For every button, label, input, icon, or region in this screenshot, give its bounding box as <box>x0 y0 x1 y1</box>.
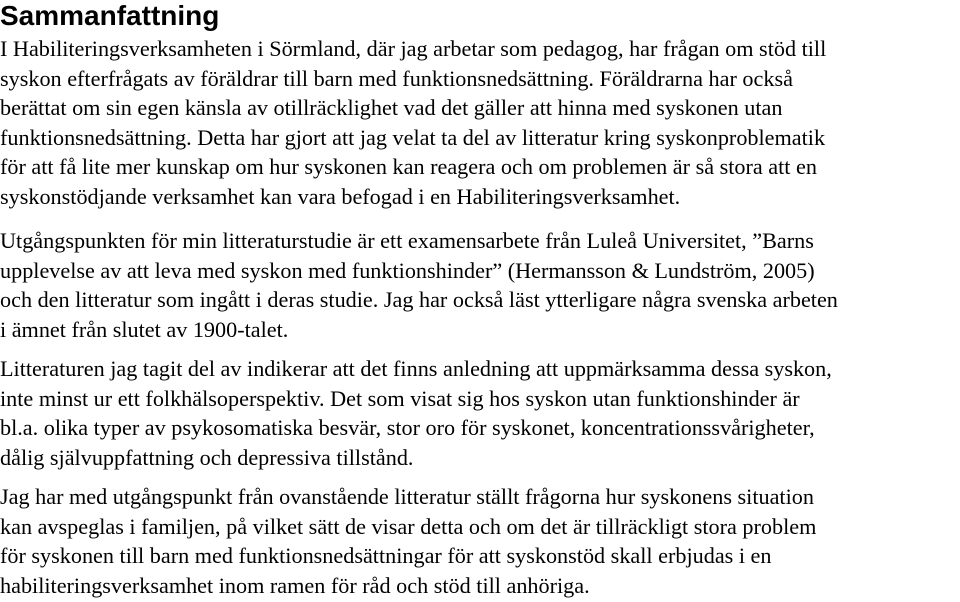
paragraph-line: syskon efterfrågats av föräldrar till barn med funktionsnedsättning. Föräldrarna har också <box>0 65 793 91</box>
paragraph-line: upplevelse av att leva med syskon med funktionshinder” (Hermansson & Lundström, 2005) <box>0 257 815 283</box>
paragraph-1 <box>0 34 826 211</box>
paragraph-line: berättat om sin egen känsla av otillräcklighet vad det gäller att hinna med syskonen utan <box>0 95 783 120</box>
paragraph-line: och den litteratur som ingått i deras studie. Jag har också läst ytterligare några svenska arbeten <box>0 287 838 312</box>
paragraph-line: inte minst ur ett folkhälsoperspektiv. Det som visat sig hos syskon utan funktionshinder är <box>0 385 800 411</box>
page-title: Sammanfattning <box>0 0 220 31</box>
paragraph-2 <box>0 226 838 344</box>
paragraph-line: I Habiliteringsverksamheten i Sörmland, där jag arbetar som pedagog, har frågan om stöd till <box>0 36 827 61</box>
paragraph-line: kan avspeglas i familjen, på vilket sätt de visar detta och om det är tillräckligt stora problem <box>0 513 817 539</box>
paragraph-line: habiliteringsverksamhet inom ramen för råd och stöd till anhöriga. <box>0 572 590 598</box>
paragraph-line: Jag har med utgångspunkt från ovanstående litteratur ställt frågorna hur syskonens situation <box>0 484 814 509</box>
paragraph-line: funktionsnedsättning. Detta har gjort att jag velat ta del av litteratur kring syskonproblematik <box>0 124 826 150</box>
paragraph-line: i ämnet från slutet av 1900-talet. <box>0 316 289 342</box>
paragraph-line: Litteraturen jag tagit del av indikerar att det finns anledning att uppmärksamma dessa syskon, <box>0 356 832 381</box>
paragraph-3 <box>0 354 832 472</box>
paragraph-line: Utgångspunkten för min litteraturstudie är ett examensarbete från Luleå Universitet, ”Barns <box>0 228 814 253</box>
paragraph-line: syskonstödjande verksamhet kan vara befogad i en Habiliteringsverksamhet. <box>0 183 681 209</box>
paragraph-4 <box>0 482 816 600</box>
paragraph-line: dålig självuppfattning och depressiva tillstånd. <box>0 444 414 470</box>
paragraph-line: för syskonen till barn med funktionsnedsättningar för att syskonstöd skall erbjudas i en <box>0 543 772 568</box>
paragraph-line: bl.a. olika typer av psykosomatiska besvär, stor oro för syskonet, koncentrationssvårigheter, <box>0 415 815 440</box>
paragraph-line: för att få lite mer kunskap om hur syskonen kan reagera och om problemen är så stora att en <box>0 154 817 179</box>
